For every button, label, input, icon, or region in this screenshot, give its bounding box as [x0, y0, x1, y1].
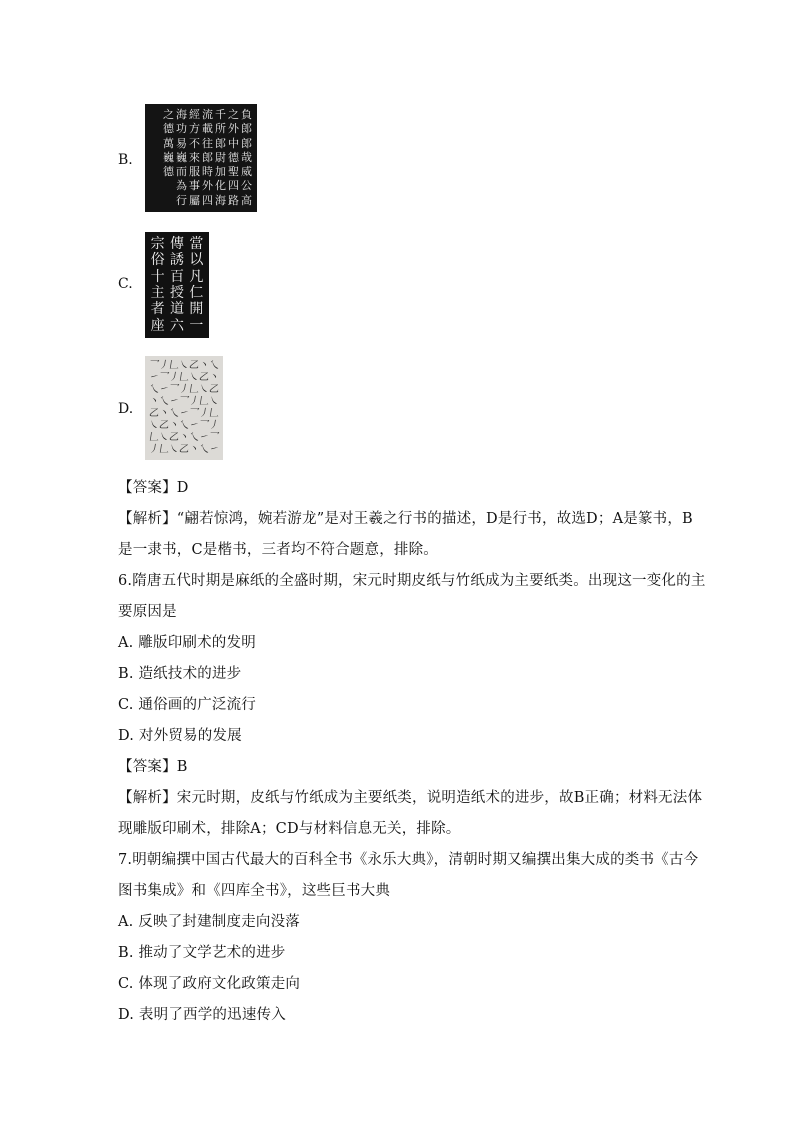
calligraphy-stroke: 丶 [178, 432, 190, 443]
calligraphy-stroke: 丿 [158, 360, 170, 371]
rubbing-character: 威 [241, 165, 252, 179]
rubbing-character: 十 [150, 268, 165, 285]
calligraphy-stroke: 乀 [198, 444, 210, 455]
rubbing-character: 凡 [189, 268, 204, 285]
rubbing-character: 路 [228, 193, 239, 207]
q7-option-c: C. 体现了政府文化政策走向 [118, 976, 301, 992]
calligraphy-stroke: 丶 [168, 420, 180, 431]
calligraphy-stroke: 𠃊 [148, 432, 160, 443]
calligraphy-stroke: 乛 [188, 408, 200, 419]
rubbing-character: 時 [202, 165, 213, 179]
calligraphy-stroke: 𠃊 [178, 372, 190, 383]
q6-analysis-line-1: 【解析】宋元时期，皮纸与竹纸成为主要纸类，说明造纸术的进步，故B正确；材料无法体 [118, 790, 703, 806]
rubbing-character: 德 [163, 122, 174, 136]
rubbing-character: 以 [189, 252, 204, 269]
calligraphy-stroke: 乀 [188, 432, 200, 443]
calligraphy-stroke: 𠃊 [198, 396, 210, 407]
calligraphy-stroke: 𠃊 [208, 408, 220, 419]
rubbing-character: 屬 [189, 193, 200, 207]
rubbing-character [162, 194, 175, 208]
rubbing-character: 郎 [241, 122, 252, 136]
rubbing-character: 公 [241, 179, 252, 193]
calligraphy-stroke: 𠃊 [168, 360, 180, 371]
rubbing-character: 四 [228, 179, 239, 193]
rubbing-character: 來 [189, 150, 200, 164]
calligraphy-stroke: ㇏ [178, 360, 190, 371]
rubbing-character: 海 [215, 193, 226, 207]
rubbing-character [149, 179, 162, 193]
calligraphy-stroke: 丿 [168, 372, 180, 383]
calligraphy-stroke: 乛 [148, 360, 160, 371]
calligraphy-stroke: 丶 [188, 444, 200, 455]
calligraphy-stroke: 乙 [148, 408, 160, 419]
rubbing-character: 外 [228, 122, 239, 136]
rubbing-character: 一 [189, 317, 204, 334]
calligraphy-stroke: ㇏ [198, 384, 210, 395]
rubbing-character: 郎 [215, 136, 226, 150]
calligraphy-stroke: 乀 [178, 420, 190, 431]
rubbing-character: 千 [215, 108, 226, 121]
calligraphy-stroke: 丿 [178, 384, 190, 395]
q6-stem-line-2: 要原因是 [118, 604, 177, 620]
calligraphy-stroke: 乙 [188, 360, 200, 371]
rubbing-character: 六 [169, 317, 184, 334]
calligraphy-stroke: ㇀ [178, 408, 190, 419]
rubbing-character [149, 194, 162, 208]
rubbing-character: 授 [169, 285, 184, 301]
q6-answer: 【答案】B [118, 759, 188, 775]
q7-stem-line-1: 7.明朝编撰中国古代最大的百科全书《永乐大典》，清朝时期又编撰出集大成的类书《古今 [118, 852, 699, 868]
calligraphy-stroke: 丿 [148, 444, 160, 455]
clerical-script-rubbing-image [145, 104, 257, 212]
q5-analysis-line-2: 是一隶书，C是楷书，三者均不符合题意，排除。 [118, 542, 438, 558]
rubbing-character: 之 [228, 108, 239, 121]
rubbing-character: 而 [176, 165, 187, 179]
calligraphy-stroke: 丿 [208, 420, 220, 431]
rubbing-character: 哉 [241, 150, 252, 164]
calligraphy-stroke: 乙 [198, 372, 210, 383]
rubbing-character: 服 [189, 165, 200, 179]
calligraphy-stroke: 乛 [158, 372, 170, 383]
rubbing-character: 易 [176, 136, 187, 150]
option-c-letter: C. [118, 276, 133, 292]
rubbing-character: 高 [241, 193, 252, 207]
calligraphy-stroke: 乛 [208, 432, 220, 443]
q7-stem-line-2: 图书集成》和《四库全书》，这些巨书大典 [118, 883, 391, 899]
calligraphy-stroke: 丶 [208, 372, 220, 383]
rubbing-character: 流 [202, 108, 213, 121]
calligraphy-stroke: ㇏ [148, 420, 160, 431]
q7-option-a: A. 反映了封建制度走向没落 [118, 914, 300, 930]
q5-analysis-line-1: 【解析】“翩若惊鸿，婉若游龙”是对王羲之行书的描述，D是行书，故选D；A是篆书，B [118, 511, 693, 527]
regular-script-rubbing-image [145, 232, 209, 338]
rubbing-char-grid [149, 108, 253, 208]
rubbing-character: 聖 [228, 165, 239, 179]
calligraphy-stroke: 乙 [178, 444, 190, 455]
calligraphy-stroke: 丿 [198, 408, 210, 419]
q6-option-b: B. 造纸技术的进步 [118, 666, 242, 682]
calligraphy-stroke: 𠃊 [158, 444, 170, 455]
rubbing-character: 之 [163, 108, 174, 121]
rubbing-character [149, 137, 162, 151]
calligraphy-stroke: 乙 [208, 384, 220, 395]
rubbing-character: 載 [202, 122, 213, 136]
rubbing-character: 德 [163, 165, 174, 179]
calligraphy-stroke: 乛 [198, 420, 210, 431]
calligraphy-stroke: 乛 [178, 396, 190, 407]
rubbing-character: 百 [169, 268, 184, 285]
running-script-calligraphy-image [145, 356, 223, 460]
q6-analysis-line-2: 现雕版印刷术，排除A；CD与材料信息无关，排除。 [118, 821, 461, 837]
calligraphy-stroke: 𠃊 [188, 384, 200, 395]
calligraphy-stroke: ㇏ [188, 372, 200, 383]
calligraphy-stroke: ㇀ [168, 396, 180, 407]
rubbing-character: 開 [189, 301, 204, 318]
calligraphy-stroke: ㇏ [208, 396, 220, 407]
calligraphy-strokes [149, 360, 219, 456]
option-b-letter: B. [118, 152, 133, 168]
rubbing-character: 宗 [150, 236, 165, 252]
rubbing-character: 加 [215, 165, 226, 179]
rubbing-character: 海 [176, 108, 187, 121]
rubbing-character: 道 [169, 301, 184, 318]
rubbing-character: 功 [176, 122, 187, 136]
rubbing-character: 所 [215, 122, 226, 136]
rubbing-character [149, 151, 162, 165]
calligraphy-stroke: 丿 [188, 396, 200, 407]
calligraphy-stroke: 乀 [158, 396, 170, 407]
rubbing-character: 誘 [169, 252, 184, 269]
rubbing-character: 往 [202, 136, 213, 150]
rubbing-character: 為 [176, 179, 187, 193]
calligraphy-stroke: 乙 [168, 432, 180, 443]
calligraphy-stroke: 乀 [208, 360, 220, 371]
rubbing-character [149, 108, 162, 122]
rubbing-character: 俗 [150, 252, 165, 269]
rubbing-character: 中 [228, 136, 239, 150]
q6-stem-line-1: 6.隋唐五代时期是麻纸的全盛时期，宋元时期皮纸与竹纸成为主要纸类。出现这一变化的主 [118, 573, 706, 589]
rubbing-character: 四 [202, 193, 213, 207]
q5-answer: 【答案】D [118, 480, 189, 496]
calligraphy-stroke: 乀 [148, 384, 160, 395]
rubbing-character: 方 [189, 122, 200, 136]
calligraphy-stroke: ㇏ [158, 432, 170, 443]
q6-option-c: C. 通俗画的广泛流行 [118, 697, 256, 713]
q7-option-b: B. 推动了文学艺术的进步 [118, 945, 286, 961]
calligraphy-stroke: 乀 [168, 408, 180, 419]
rubbing-character: 外 [202, 179, 213, 193]
calligraphy-stroke: 丶 [148, 396, 160, 407]
rubbing-character: 負 [241, 108, 252, 121]
rubbing-character: 郎 [202, 150, 213, 164]
rubbing-character [149, 165, 162, 179]
calligraphy-stroke: 丶 [198, 360, 210, 371]
calligraphy-stroke: 丶 [158, 408, 170, 419]
calligraphy-stroke: ㇀ [158, 384, 170, 395]
rubbing-character [162, 179, 175, 193]
rubbing-character: 巍 [176, 150, 187, 164]
rubbing-char-grid [148, 236, 206, 334]
rubbing-character: 經 [189, 108, 200, 121]
rubbing-character: 萬 [163, 136, 174, 150]
calligraphy-stroke: ㇀ [208, 444, 220, 455]
calligraphy-stroke: ㇀ [198, 432, 210, 443]
rubbing-character: 德 [228, 150, 239, 164]
q6-option-d: D. 对外贸易的发展 [118, 728, 242, 744]
rubbing-character: 當 [189, 236, 204, 252]
rubbing-character: 行 [176, 193, 187, 207]
calligraphy-stroke: ㇀ [188, 420, 200, 431]
option-d-letter: D. [118, 401, 134, 417]
rubbing-character: 主 [150, 285, 165, 301]
rubbing-character: 郎 [241, 136, 252, 150]
rubbing-character: 仁 [189, 285, 204, 301]
rubbing-character: 事 [189, 179, 200, 193]
rubbing-character: 傳 [169, 236, 184, 252]
rubbing-character: 化 [215, 179, 226, 193]
q6-option-a: A. 雕版印刷术的发明 [118, 635, 256, 651]
calligraphy-stroke: ㇏ [168, 444, 180, 455]
rubbing-character: 座 [150, 317, 165, 334]
calligraphy-stroke: 乙 [158, 420, 170, 431]
calligraphy-stroke: ㇀ [148, 372, 160, 383]
rubbing-character: 不 [189, 136, 200, 150]
rubbing-character [149, 122, 162, 136]
rubbing-character: 尉 [215, 150, 226, 164]
q7-option-d: D. 表明了西学的迅速传入 [118, 1007, 286, 1023]
calligraphy-stroke: 乛 [168, 384, 180, 395]
rubbing-character: 者 [150, 301, 165, 318]
rubbing-character: 巍 [163, 150, 174, 164]
